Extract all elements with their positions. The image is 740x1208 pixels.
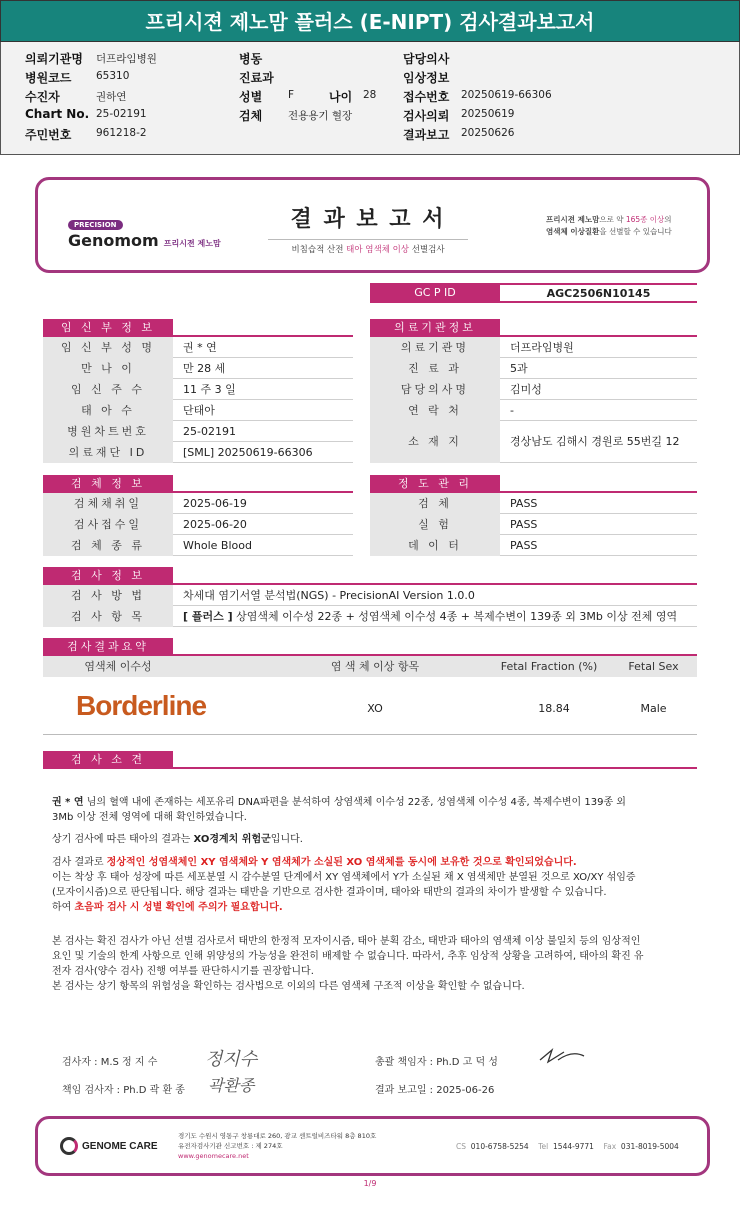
pregnant-label: 임 신 주 수 xyxy=(43,379,173,400)
header-key: 수진자 xyxy=(25,90,60,104)
header-value: 권하연 xyxy=(96,91,127,103)
pregnant-value: 단태아 xyxy=(183,404,215,417)
footer-contacts: CS 010-6758-5254 Tel 1544-9771 Fax 031-8019-5004 xyxy=(456,1142,679,1151)
responsible-signature: 곽환종 xyxy=(208,1076,255,1095)
header-value: 더프라임병원 xyxy=(96,53,157,65)
header-key: 진료과 xyxy=(239,71,274,85)
findings-p3: 검사 결과로 정상적인 성염색체인 XY 염색체와 Y 염색체가 소실된 XO 염색체를 동시에 보유한 것으로 확인되었습니다. 이는 착상 후 태아 성장에 따른 세포분열 시 감수분열 단계에서 XY 염색체에서 Y가 소실된 채 X 염색체만 분열된 것으로 XO/XY 섞임증 (모자이시즘)으로 판단됩니다. 해당 결과는 태반을 기반으로 검사한 결과이며, 태아와 태반의 결과의 차이가 발생할 수 있습니다. 하여 초음파 검사 시 성별 확인에 주의가 필요합니다. xyxy=(52,857,636,913)
header-key: 성별 xyxy=(239,90,263,104)
test-value: [ 플러스 ] 상염색체 이수성 22종 + 성염색체 이수성 4종 + 복제수변이 139종 외 3Mb 이상 전체 영역 xyxy=(183,610,678,623)
header-key: 결과보고 xyxy=(403,128,450,142)
specimen-label: 검체채취일 xyxy=(43,493,173,514)
pregnant-value: 25-02191 xyxy=(183,425,236,438)
findings-p2: 상기 검사에 따른 태아의 결과는 XO경계치 위험군입니다. xyxy=(52,834,303,845)
pregnant-label: 태 아 수 xyxy=(43,400,173,421)
pregnant-label: 만 나 이 xyxy=(43,358,173,379)
header-value: F xyxy=(288,89,295,101)
findings-p4: 본 검사는 확진 검사가 아닌 선별 검사로서 태반의 한정적 모자이시즘, 태아 분획 감소, 태반과 태아의 염색체 이상 불일치 등의 임상적인 요인 및 기술의 한계 사항으로 인해 위양성의 가능성을 완전히 배제할 수 없습니다. 따라서, 추후 임상적 상황을 고려하여, 태아의 확진 유 전자 검사(양수 검사) 진행 여부를 판단하시기를 권장합니다. 본 검사는 상기 항목의 위험성을 확인하는 검사법으로 이외의 다른 염색체 구조적 이상을 확인할 수 없습니다. xyxy=(52,936,644,992)
institution-label: 담당의사명 xyxy=(370,379,500,400)
header-key: 의뢰기관명 xyxy=(25,52,83,66)
result-fetal-fraction: 18.84 xyxy=(538,702,570,715)
test-title: 검 사 정 보 xyxy=(43,567,173,585)
brand-note: 프리시젼 제노맘으로 약 165종 이상의 염색체 이상질환을 선별할 수 있습니다 xyxy=(546,215,672,236)
result-fetal-sex: Male xyxy=(640,702,667,715)
header-key: 검체 xyxy=(239,109,263,123)
qc-value: PASS xyxy=(510,518,538,531)
specimen-value: Whole Blood xyxy=(183,539,252,552)
report-date: 결과 보고일 : 2025-06-26 xyxy=(375,1085,495,1096)
header-key: 임상정보 xyxy=(403,71,450,85)
summary-title: 검사결과요약 xyxy=(43,638,173,656)
header-key: 주민번호 xyxy=(25,128,72,142)
qc-label: 검 체 xyxy=(370,493,500,514)
tester-signature: 정지수 xyxy=(205,1049,258,1070)
pregnant-value: [SML] 20250619-66306 xyxy=(183,446,313,459)
header-key: Chart No. xyxy=(25,107,90,121)
specimen-value: 2025-06-19 xyxy=(183,497,247,510)
pregnant-label: 병원차트번호 xyxy=(43,421,173,442)
header-value: 20250619-66306 xyxy=(461,89,552,101)
specimen-value: 2025-06-20 xyxy=(183,518,247,531)
genomom-logo: PRECISION Genomom 프리시젼 제노맘 xyxy=(68,221,221,250)
institution-value: 경상남도 김해시 경원로 55번길 12 xyxy=(510,435,680,448)
header-key: 병원코드 xyxy=(25,71,72,85)
header-key-age: 나이 xyxy=(329,90,353,104)
tester: 검사자 : M.S 정 지 수 xyxy=(62,1057,158,1068)
header-value: 전용용기 혈장 xyxy=(288,110,353,122)
specimen-label: 검 체 종 류 xyxy=(43,535,173,556)
institution-value: - xyxy=(510,404,514,417)
header-value: 20250619 xyxy=(461,108,515,120)
header-key: 담당의사 xyxy=(403,52,450,66)
findings-p1: 권 * 연 님의 혈액 내에 존재하는 세포유리 DNA파편을 분석하여 상염색체 이수성 22종, 성염색체 이수성 4종, 복제수변이 139종 외 3Mb 이상 전체 영역에 대해 확인하였습니다. xyxy=(52,797,626,823)
test-label: 검 사 방 법 xyxy=(43,585,173,606)
pregnant-title: 임 신 부 정 보 xyxy=(43,319,173,337)
header-value: 961218-2 xyxy=(96,127,147,139)
result-item: XO xyxy=(367,702,383,715)
pregnant-label: 임 신 부 성 명 xyxy=(43,337,173,358)
institution-title: 의료기관정보 xyxy=(370,319,500,337)
genomecare-logo: GENOME CARE xyxy=(60,1137,158,1155)
specimen-title: 검 체 정 보 xyxy=(43,475,173,493)
test-value: 차세대 염기서열 분석법(NGS) - PrecisionAI Version 1.0.0 xyxy=(183,589,475,602)
header-value-age: 28 xyxy=(363,89,377,101)
specimen-label: 검사접수일 xyxy=(43,514,173,535)
header-value: 20250626 xyxy=(461,127,515,139)
gcpid-label: GC P ID xyxy=(370,283,500,303)
patient-header xyxy=(0,42,740,155)
responsible-tester: 책임 검사자 : Ph.D 곽 환 종 xyxy=(62,1085,185,1096)
institution-value: 김미성 xyxy=(510,383,542,396)
header-value: 65310 xyxy=(96,70,130,82)
gcpid-value: AGC2506N10145 xyxy=(500,283,697,303)
qc-label: 데 이 터 xyxy=(370,535,500,556)
header-key: 검사의뢰 xyxy=(403,109,450,123)
brand-card xyxy=(35,177,710,273)
report-title-bar: 프리시젼 제노맘 플러스 (E-NIPT) 검사결과보고서 xyxy=(0,0,740,42)
institution-value: 5과 xyxy=(510,362,528,375)
findings-title: 검 사 소 견 xyxy=(43,751,173,769)
pregnant-label: 의료재단 ID xyxy=(43,442,173,463)
qc-title: 정 도 관 리 xyxy=(370,475,500,493)
pregnant-value: 만 28 세 xyxy=(183,362,226,375)
chief-signature xyxy=(538,1046,588,1066)
pregnant-value: 권 * 연 xyxy=(183,341,217,354)
header-value: 25-02191 xyxy=(96,108,147,120)
pregnant-value: 11 주 3 일 xyxy=(183,383,236,396)
institution-label: 소 재 지 xyxy=(370,421,500,463)
chief: 총괄 책임자 : Ph.D 고 덕 성 xyxy=(375,1057,498,1068)
report-tagline: 비침습적 산전 태아 염색체 이상 선별검사 xyxy=(268,239,468,255)
qc-label: 실 험 xyxy=(370,514,500,535)
institution-label: 의료기관명 xyxy=(370,337,500,358)
institution-label: 진 료 과 xyxy=(370,358,500,379)
qc-value: PASS xyxy=(510,539,538,552)
report-heading: 결 과 보 고 서 xyxy=(290,207,446,232)
header-key: 병동 xyxy=(239,52,263,66)
footer-card xyxy=(35,1116,710,1176)
institution-value: 더프라임병원 xyxy=(510,341,574,354)
footer-address: 경기도 수원시 영통구 창룡대로 260, 광교 센트럴비즈타워 8층 810호 유전자검사기관 신고번호 : 제 274호 www.genomecare.net xyxy=(178,1132,377,1160)
result-borderline: Borderline xyxy=(76,690,207,721)
header-key: 접수번호 xyxy=(403,90,450,104)
test-label: 검 사 항 목 xyxy=(43,606,173,627)
qc-value: PASS xyxy=(510,497,538,510)
institution-label: 연 락 처 xyxy=(370,400,500,421)
page-number: 1/9 xyxy=(363,1179,377,1188)
